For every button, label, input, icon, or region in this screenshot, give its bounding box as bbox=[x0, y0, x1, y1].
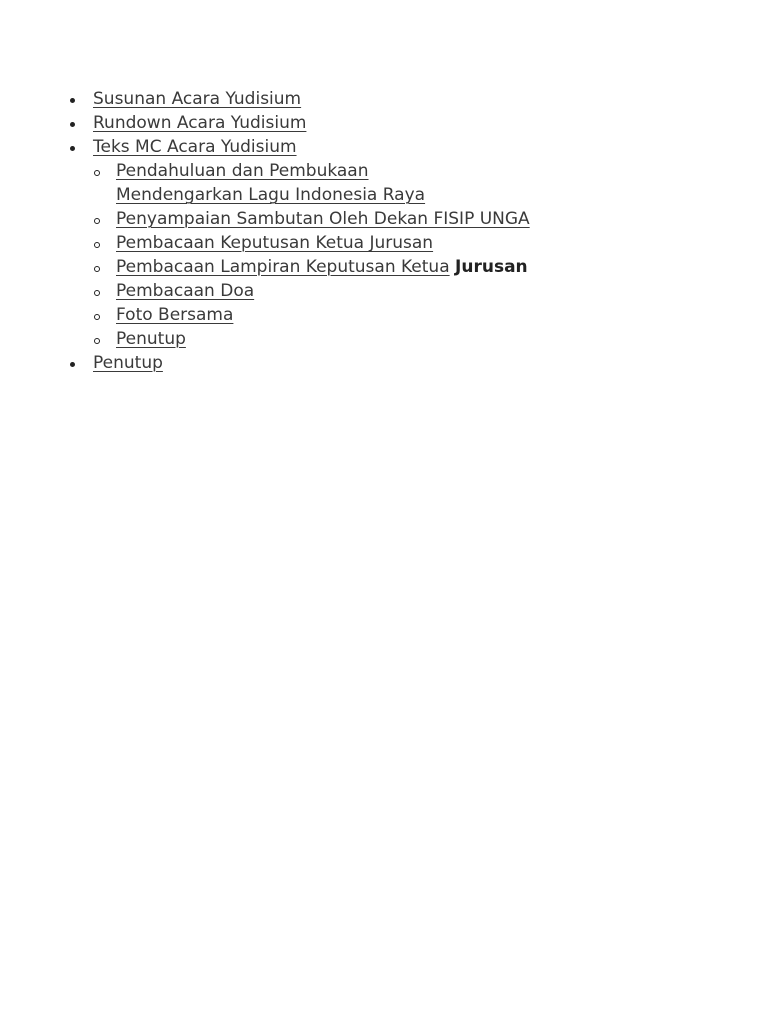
bullet-circle-icon bbox=[94, 266, 100, 272]
bullet-circle-icon bbox=[94, 290, 100, 296]
toc-link-rundown-acara[interactable]: Rundown Acara Yudisium bbox=[93, 113, 307, 133]
toc-link-keputusan-ketua[interactable]: Pembacaan Keputusan Ketua Jurusan bbox=[116, 233, 434, 253]
bullet-circle-icon bbox=[94, 338, 100, 344]
bullet-circle-icon bbox=[94, 314, 100, 320]
toc-sublist bbox=[93, 159, 768, 351]
list-item bbox=[93, 327, 768, 351]
bold-suffix-text: Jurusan bbox=[455, 257, 528, 277]
bullet-disc-icon bbox=[70, 122, 75, 127]
table-of-contents bbox=[0, 87, 768, 375]
document-page bbox=[0, 87, 768, 375]
toc-link-foto-bersama[interactable]: Foto Bersama bbox=[116, 305, 234, 325]
list-item bbox=[93, 231, 768, 255]
toc-link-pembacaan-doa[interactable]: Pembacaan Doa bbox=[116, 281, 255, 301]
toc-link-penutup-sub[interactable]: Penutup bbox=[116, 329, 186, 349]
toc-link-pendahuluan[interactable]: Pendahuluan dan Pembukaan Mendengarkan Lagu Indonesia Raya bbox=[116, 161, 426, 205]
list-item bbox=[93, 303, 768, 327]
bullet-disc-icon bbox=[70, 98, 75, 103]
bullet-disc-icon bbox=[70, 146, 75, 151]
toc-link-penutup[interactable]: Penutup bbox=[93, 353, 163, 373]
toc-link-susunan-acara[interactable]: Susunan Acara Yudisium bbox=[93, 89, 302, 109]
toc-link-teks-mc[interactable]: Teks MC Acara Yudisium bbox=[93, 137, 297, 157]
bullet-disc-icon bbox=[70, 362, 75, 367]
list-item bbox=[0, 135, 768, 351]
list-item bbox=[93, 207, 768, 231]
bullet-circle-icon bbox=[94, 242, 100, 248]
list-item bbox=[93, 159, 768, 207]
list-item bbox=[93, 279, 768, 303]
toc-link-lampiran-keputusan[interactable]: Pembacaan Lampiran Keputusan Ketua bbox=[116, 257, 450, 277]
bullet-circle-icon bbox=[94, 218, 100, 224]
list-item bbox=[0, 351, 768, 375]
toc-link-sambutan-dekan[interactable]: Penyampaian Sambutan Oleh Dekan FISIP UNGA bbox=[116, 209, 530, 229]
bullet-circle-icon bbox=[94, 170, 100, 176]
list-item bbox=[93, 255, 768, 279]
list-item bbox=[0, 87, 768, 111]
list-item bbox=[0, 111, 768, 135]
